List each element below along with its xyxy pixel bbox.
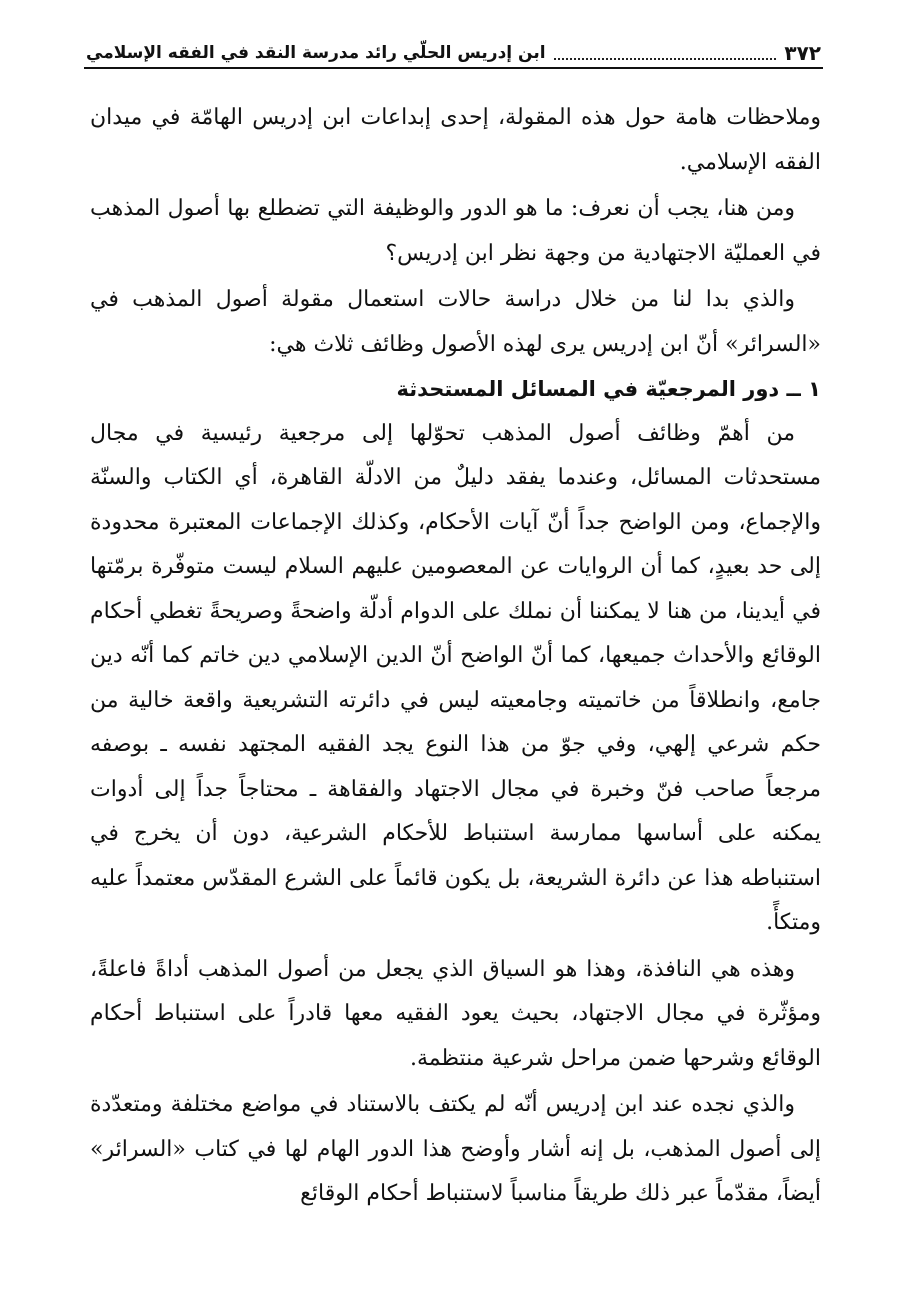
paragraph-3: والذي بدا لنا من خلال دراسة حالات استعمال مقولة أصول المذهب في «السرائر» أنّ ابن إدريس يرى لهذه الأصول وظائف ثلاث هي: — [90, 287, 821, 357]
paragraph-5: وهذه هي النافذة، وهذا هو السياق الذي يجعل من أصول المذهب أداةً فاعلةً، ومؤثّرة في مجال الاجتهاد، بحيث يعود الفقيه معها قادراً على استنباط أحكام الوقائع وشرحها ضمن مراحل شرعية منتظمة. — [90, 956, 821, 1071]
page-number: ٣٧٢ — [784, 41, 821, 65]
body-text — [90, 96, 821, 1217]
paragraph-1: وملاحظات هامة حول هذه المقولة، إحدى إبداعات ابن إدريس الهامّة في ميدان الفقه الإسلامي. — [90, 105, 821, 175]
paragraph-4: من أهمّ وظائف أصول المذهب تحوّلها إلى مرجعية رئيسية في مجال مستحدثات المسائل، وعندما يفقد دليلٌ من الادلّة القاهرة، أي الكتاب والسنّة والإجماع، ومن الواضح جداً أنّ آيات الأحكام، وكذلك الإجماعات المعتبرة محدودة إلى حد بعيدٍ، كما أن الروايات عن المعصومين عليهم السلام ليست متوفّرة برمّتها في أيدينا، من هنا لا يمكننا أن نملك على الدوام أدلّة واضحةً وصريحةً تغطي أحكام الوقائع والأحداث جميعها، كما أنّ الواضح أنّ الدين الإسلامي دين خاتم كما أنّه دين جامع، وانطلاقاً من خاتميته وجامعيته ليس في دائرته التشريعية واقعة خالية من حكم شرعي إلهي، وفي جوّ من هذا النوع يجد الفقيه المجتهد نفسه ـ بوصفه مرجعاً صاحب فنّ وخبرة في مجال الاجتهاد والفقاهة ـ محتاجاً جداً إلى أدوات يمكنه على أساسها ممارسة استنباط للأحكام الشرعية، دون أن يخرج في استنباطه هذا عن دائرة الشريعة، بل يكون قائماً على الشرع المقدّس معتمداً عليه ومتكأً. — [90, 420, 821, 935]
running-title: ابن إدريس الحلّي رائد مدرسة النقد في الفقه الإسلامي — [86, 43, 546, 63]
paragraph-6: والذي نجده عند ابن إدريس أنّه لم يكتف بالاستناد في مواضع مختلفة ومتعدّدة إلى أصول المذهب، بل إنه أشار وأوضح هذا الدور الهام لها في كتاب «السرائر» أيضاً، مقدّماً عبر ذلك طريقاً مناسباً لاستنباط أحكام الوقائع — [90, 1092, 821, 1206]
paragraph-2: ومن هنا، يجب أن نعرف: ما هو الدور والوظيفة التي تضطلع بها أصول المذهب في العمليّة الاجتهادية من وجهة نظر ابن إدريس؟ — [90, 196, 821, 266]
dotted-leader — [554, 57, 777, 60]
section-heading: ١ ــ دور المرجعيّة في المسائل المستحدثة — [396, 377, 821, 401]
page-header — [86, 28, 821, 64]
header-rule — [84, 67, 823, 69]
